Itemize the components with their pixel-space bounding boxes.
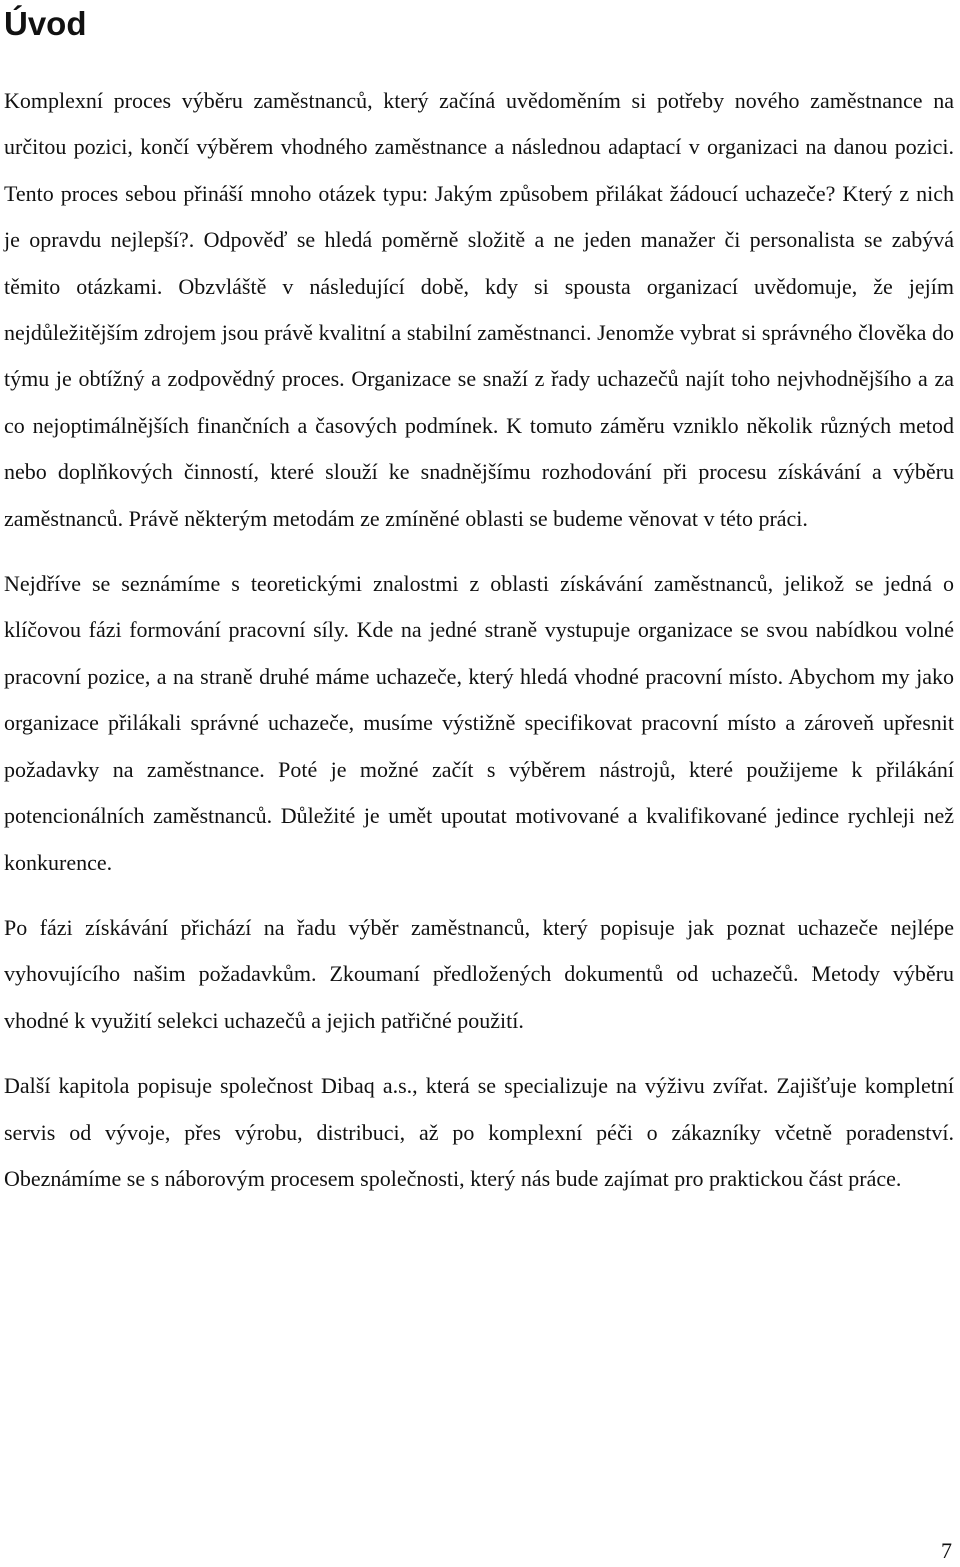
- document-body: [4, 78, 954, 1221]
- paragraph-recruitment: Nejdříve se seznámíme s teoretickými znalostmi z oblasti získávání zaměstnanců, jelikož se jedná o klíčovou fázi formování pracovní síly. Kde na jedné straně vystupuje organizace se svou nabídkou volné pracovní pozice, a na straně druhé máme uchazeče, který hledá vhodné pracovní místo. Abychom my jako organizace přilákali správné uchazeče, musíme výstižně specifikovat pracovní místo a zároveň upřesnit požadavky na zaměstnance. Poté je možné začít s výběrem nástrojů, které použijeme k přilákání potencionálních zaměstnanců. Důležité je umět upoutat motivované a kvalifikované jedince rychleji než konkurence.: [4, 571, 954, 875]
- paragraph-company: Další kapitola popisuje společnost Dibaq a.s., která se specializuje na výživu zvířat. Zajišťuje kompletní servis od vývoje, přes výrobu, distribuci, až po komplexní péči o zákazníky včetně poradenství. Obeznámíme se s náborovým procesem společnosti, který nás bude zajímat pro praktickou část práce.: [4, 1073, 954, 1191]
- page-title: Úvod: [4, 5, 87, 42]
- page-number: 7: [941, 1538, 952, 1563]
- paragraph-intro: Komplexní proces výběru zaměstnanců, který začíná uvědoměním si potřeby nového zaměstnance na určitou pozici, končí výběrem vhodného zaměstnance a následnou adaptací v organizaci na danou pozici. Tento proces sebou přináší mnoho otázek typu: Jakým způsobem přilákat žádoucí uchazeče? Který z nich je opravdu nejlepší?. Odpověď se hledá poměrně složitě a ne jeden manažer či personalista se zabývá těmito otázkami. Obzvláště v následující době, kdy si spousta organizací uvědomuje, že jejím nejdůležitějším zdrojem jsou právě kvalitní a stabilní zaměstnanci. Jenomže vybrat si správného člověka do týmu je obtížný a zodpovědný proces. Organizace se snaží z řady uchazečů najít toho nejvhodnějšího a za co nejoptimálnějších finančních a časových podmínek. K tomuto záměru vzniklo několik různých metod nebo doplňkových činností, které slouží ke snadnějšímu rozhodování při procesu získávání a výběru zaměstnanců. Právě některým metodám ze zmíněné oblasti se budeme věnovat v této práci.: [4, 88, 954, 531]
- paragraph-selection: Po fázi získávání přichází na řadu výběr zaměstnanců, který popisuje jak poznat uchazeče nejlépe vyhovujícího našim požadavkům. Zkoumaní předložených dokumentů od uchazečů. Metody výběru vhodné k využití selekci uchazečů a jejich patřičné použití.: [4, 914, 954, 1033]
